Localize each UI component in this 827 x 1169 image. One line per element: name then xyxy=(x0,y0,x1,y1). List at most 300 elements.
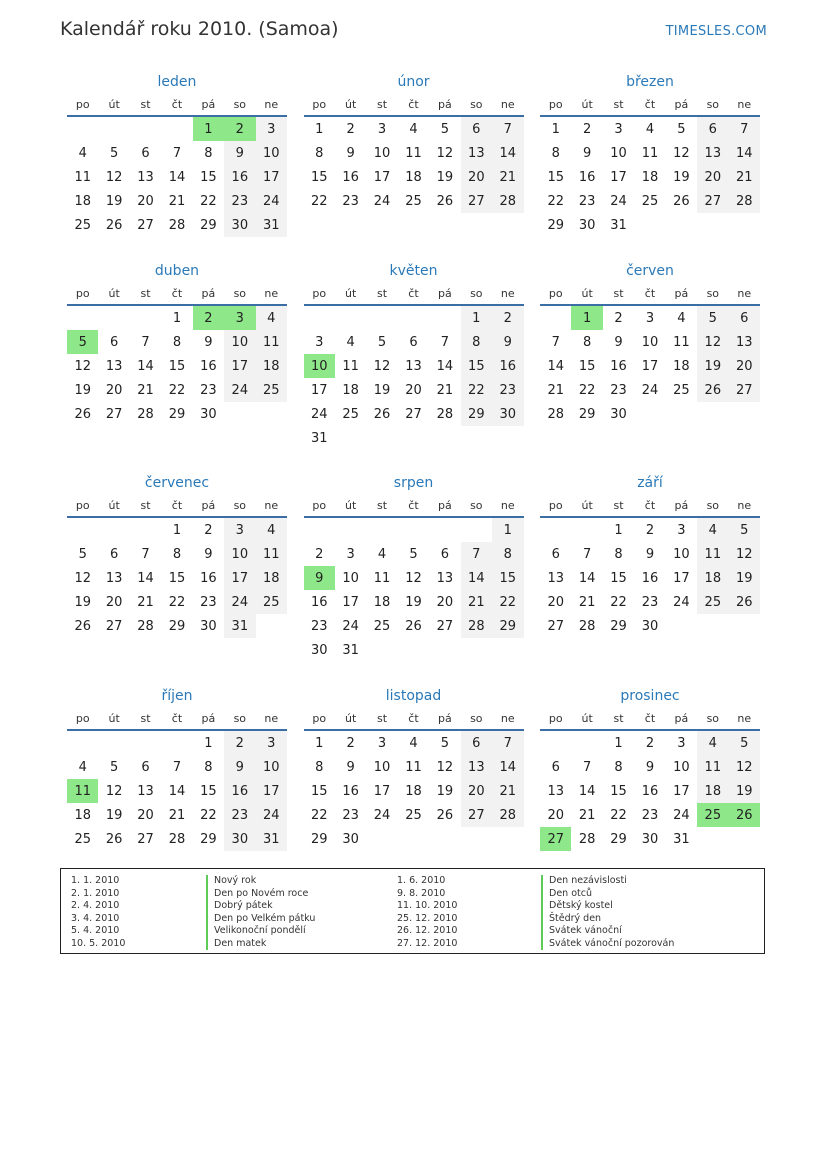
month-block xyxy=(304,261,524,473)
day-cell: 8 xyxy=(315,145,324,161)
legend-dates-left xyxy=(71,875,125,950)
empty-cell xyxy=(130,517,161,542)
weekday-label: čt xyxy=(398,494,429,517)
week-row xyxy=(540,614,760,638)
day-cell: 29 xyxy=(200,831,217,847)
day-cell: 4 xyxy=(78,145,87,161)
weekend-day-cell: 18 xyxy=(697,566,728,590)
day-cell: 7 xyxy=(172,759,182,775)
weekend-day-cell: 10 xyxy=(224,330,255,354)
weekend-day-cell: 5 xyxy=(729,730,760,755)
weekend-day-cell: 16 xyxy=(224,779,255,803)
weekend-day-cell: 21 xyxy=(492,165,523,189)
week-row xyxy=(304,305,524,330)
weekend-day-cell: 7 xyxy=(492,730,523,755)
empty-cell xyxy=(67,116,98,141)
weekday-label: pá xyxy=(429,93,460,116)
weekend-day-cell: 4 xyxy=(256,517,287,542)
empty-cell xyxy=(304,305,335,330)
day-cell: 24 xyxy=(342,618,359,634)
holiday-legend xyxy=(60,868,765,954)
week-row xyxy=(540,542,760,566)
empty-cell xyxy=(366,638,397,662)
weekday-label: čt xyxy=(161,282,192,305)
weekend-day-cell: 4 xyxy=(697,730,728,755)
day-cell: 29 xyxy=(547,217,564,233)
empty-cell xyxy=(666,614,697,638)
weekday-label: pá xyxy=(429,494,460,517)
empty-cell xyxy=(98,517,129,542)
week-row xyxy=(540,330,760,354)
weekend-day-cell: 26 xyxy=(697,378,728,402)
holiday-day-cell: 26 xyxy=(729,803,760,827)
day-cell: 14 xyxy=(436,358,454,374)
weekend-day-cell: 28 xyxy=(461,614,492,638)
weekend-day-cell: 16 xyxy=(224,165,255,189)
weekday-label: so xyxy=(461,93,492,116)
weekday-label: po xyxy=(67,494,98,517)
weekday-label: st xyxy=(130,93,161,116)
day-cell: 18 xyxy=(405,169,422,185)
weekend-day-cell: 30 xyxy=(492,402,523,426)
day-cell: 28 xyxy=(578,831,596,847)
day-cell: 17 xyxy=(610,169,627,185)
empty-cell xyxy=(130,730,161,755)
weekday-label: ne xyxy=(492,494,523,517)
month-block xyxy=(540,261,760,473)
day-cell: 16 xyxy=(200,570,217,586)
day-cell: 4 xyxy=(409,121,418,137)
day-cell: 27 xyxy=(436,618,454,634)
weekday-label: út xyxy=(571,707,602,730)
day-cell: 31 xyxy=(342,642,359,658)
day-cell: 30 xyxy=(342,831,359,847)
day-cell: 12 xyxy=(673,145,690,161)
empty-cell xyxy=(492,426,523,450)
day-cell: 26 xyxy=(436,193,454,209)
weekday-label: ne xyxy=(256,494,287,517)
weekday-label: čt xyxy=(398,707,429,730)
weekend-day-cell: 21 xyxy=(461,590,492,614)
day-cell: 6 xyxy=(109,334,119,350)
day-cell: 16 xyxy=(641,570,659,586)
weekday-label: čt xyxy=(161,707,192,730)
week-row xyxy=(540,213,760,237)
weekday-label: ne xyxy=(256,707,287,730)
weekday-label: ne xyxy=(492,93,523,116)
day-cell: 5 xyxy=(440,735,450,751)
weekday-label: po xyxy=(67,93,98,116)
day-cell: 15 xyxy=(168,570,186,586)
day-cell: 23 xyxy=(200,594,217,610)
holiday-day-cell: 5 xyxy=(67,330,98,354)
day-cell: 27 xyxy=(105,406,123,422)
empty-cell xyxy=(461,426,492,450)
day-cell: 10 xyxy=(373,759,391,775)
day-cell: 13 xyxy=(405,358,422,374)
weekend-day-cell: 17 xyxy=(224,566,255,590)
day-cell: 14 xyxy=(578,570,596,586)
empty-cell xyxy=(429,305,460,330)
day-cell: 8 xyxy=(204,759,213,775)
empty-cell xyxy=(335,426,366,450)
day-cell: 31 xyxy=(310,430,328,446)
day-cell: 3 xyxy=(614,121,623,137)
weekend-day-cell: 10 xyxy=(256,755,287,779)
weekday-label: ne xyxy=(729,494,760,517)
weekend-day-cell: 1 xyxy=(492,517,523,542)
legend-date: 3. 4. 2010 xyxy=(71,912,120,924)
month-table xyxy=(540,494,760,638)
day-cell: 30 xyxy=(578,217,596,233)
legend-holiday-name: Den otců xyxy=(541,888,674,901)
weekend-day-cell: 6 xyxy=(729,305,760,330)
weekday-label: pá xyxy=(193,707,224,730)
weekend-day-cell: 14 xyxy=(729,141,760,165)
weekday-label: pá xyxy=(429,707,460,730)
legend-holiday-name: Svátek vánoční pozorován xyxy=(541,938,674,951)
weekend-day-cell: 21 xyxy=(492,779,523,803)
day-cell: 18 xyxy=(641,169,659,185)
weekend-day-cell: 24 xyxy=(256,189,287,213)
day-cell: 9 xyxy=(614,334,623,350)
legend-dates-right xyxy=(397,875,457,950)
empty-cell xyxy=(697,827,728,851)
empty-cell xyxy=(461,638,492,662)
month-table xyxy=(540,93,760,237)
month-title: červen xyxy=(626,263,674,279)
week-row xyxy=(304,402,524,426)
weekend-day-cell: 27 xyxy=(461,803,492,827)
holiday-day-cell: 11 xyxy=(67,779,98,803)
week-row xyxy=(540,354,760,378)
day-cell: 17 xyxy=(673,783,690,799)
weekend-day-cell: 3 xyxy=(256,116,287,141)
weekend-day-cell: 8 xyxy=(492,542,523,566)
day-cell: 26 xyxy=(74,618,91,634)
weekday-label: st xyxy=(366,707,397,730)
day-cell: 20 xyxy=(547,807,564,823)
weekend-day-cell: 26 xyxy=(729,590,760,614)
weekend-day-cell: 5 xyxy=(729,517,760,542)
week-row xyxy=(540,305,760,330)
weekday-label: po xyxy=(304,494,335,517)
day-cell: 13 xyxy=(105,570,123,586)
weekday-label: so xyxy=(224,707,255,730)
month-block xyxy=(540,473,760,686)
day-cell: 8 xyxy=(172,546,182,562)
weekend-day-cell: 31 xyxy=(224,614,255,638)
weekday-label: pá xyxy=(429,282,460,305)
week-row xyxy=(540,566,760,590)
month-title: prosinec xyxy=(620,688,680,704)
weekend-day-cell: 19 xyxy=(697,354,728,378)
legend-date: 1. 1. 2010 xyxy=(71,875,120,886)
day-cell: 23 xyxy=(610,382,627,398)
day-cell: 22 xyxy=(610,807,627,823)
day-cell: 30 xyxy=(200,406,217,422)
weekend-day-cell: 28 xyxy=(729,189,760,213)
day-cell: 17 xyxy=(641,358,659,374)
empty-cell xyxy=(67,517,98,542)
month-title: březen xyxy=(626,74,674,90)
weekend-day-cell: 13 xyxy=(729,330,760,354)
empty-cell xyxy=(729,614,760,638)
weekday-label: pá xyxy=(666,707,697,730)
weekday-label: čt xyxy=(161,494,192,517)
empty-cell xyxy=(398,827,429,851)
month-table xyxy=(540,282,760,426)
day-cell: 24 xyxy=(673,807,690,823)
day-cell: 24 xyxy=(373,193,391,209)
day-cell: 20 xyxy=(547,594,564,610)
month-table xyxy=(67,494,287,638)
month-title: říjen xyxy=(161,688,193,704)
weekday-label: čt xyxy=(634,93,665,116)
empty-cell xyxy=(571,517,602,542)
day-cell: 18 xyxy=(673,358,690,374)
weekend-day-cell: 14 xyxy=(492,755,523,779)
weekend-day-cell: 22 xyxy=(461,378,492,402)
empty-cell xyxy=(729,213,760,237)
day-cell: 15 xyxy=(168,358,186,374)
week-row xyxy=(304,779,524,803)
week-row xyxy=(304,542,524,566)
day-cell: 9 xyxy=(204,334,213,350)
day-cell: 16 xyxy=(578,169,596,185)
day-cell: 2 xyxy=(346,121,355,137)
empty-cell xyxy=(429,827,460,851)
day-cell: 10 xyxy=(342,570,359,586)
week-row xyxy=(67,189,287,213)
legend-names-left xyxy=(206,875,315,950)
empty-cell xyxy=(398,517,429,542)
day-cell: 16 xyxy=(310,594,328,610)
month-title: září xyxy=(637,475,663,491)
day-cell: 14 xyxy=(137,358,154,374)
weekend-day-cell: 6 xyxy=(461,730,492,755)
week-row xyxy=(67,803,287,827)
day-cell: 26 xyxy=(405,618,422,634)
week-row xyxy=(67,730,287,755)
legend-holiday-name: Dobrý pátek xyxy=(206,900,315,913)
page-title: Kalendář roku 2010. (Samoa) xyxy=(60,18,339,40)
weekday-label: st xyxy=(603,494,634,517)
day-cell: 22 xyxy=(168,594,186,610)
month-table xyxy=(67,93,287,237)
weekend-day-cell: 28 xyxy=(492,189,523,213)
day-cell: 14 xyxy=(547,358,564,374)
month-table xyxy=(304,707,524,851)
day-cell: 1 xyxy=(551,121,560,137)
weekend-day-cell: 12 xyxy=(729,542,760,566)
day-cell: 7 xyxy=(582,546,592,562)
week-row xyxy=(304,116,524,141)
legend-date: 9. 8. 2010 xyxy=(397,887,446,899)
month-title: únor xyxy=(397,74,430,90)
day-cell: 27 xyxy=(105,618,123,634)
weekday-label: po xyxy=(304,707,335,730)
day-cell: 3 xyxy=(315,334,324,350)
day-cell: 28 xyxy=(547,406,564,422)
empty-cell xyxy=(224,402,255,426)
legend-date: 26. 12. 2010 xyxy=(397,925,458,936)
day-cell: 3 xyxy=(645,310,655,326)
day-cell: 21 xyxy=(168,807,186,823)
day-cell: 8 xyxy=(204,145,213,161)
holiday-day-cell: 27 xyxy=(540,827,571,851)
day-cell: 3 xyxy=(377,121,387,137)
month-block xyxy=(540,686,760,864)
week-row xyxy=(304,354,524,378)
day-cell: 21 xyxy=(578,807,596,823)
empty-cell xyxy=(98,116,129,141)
day-cell: 20 xyxy=(137,807,154,823)
day-cell: 22 xyxy=(200,193,217,209)
day-cell: 27 xyxy=(405,406,422,422)
weekday-label: út xyxy=(571,282,602,305)
day-cell: 1 xyxy=(315,121,324,137)
empty-cell xyxy=(98,305,129,330)
day-cell: 25 xyxy=(405,807,422,823)
day-cell: 4 xyxy=(346,334,355,350)
weekday-label: ne xyxy=(256,282,287,305)
day-cell: 18 xyxy=(405,783,422,799)
day-cell: 26 xyxy=(74,406,91,422)
weekend-day-cell: 27 xyxy=(461,189,492,213)
brand-link[interactable]: TIMESLES.COM xyxy=(665,24,767,39)
day-cell: 3 xyxy=(377,735,387,751)
weekday-label: so xyxy=(697,93,728,116)
weekend-day-cell: 27 xyxy=(729,378,760,402)
weekend-day-cell: 11 xyxy=(697,755,728,779)
empty-cell xyxy=(98,730,129,755)
week-row xyxy=(304,517,524,542)
empty-cell xyxy=(398,638,429,662)
day-cell: 29 xyxy=(310,831,328,847)
weekday-label: ne xyxy=(729,93,760,116)
day-cell: 2 xyxy=(346,735,355,751)
month-block xyxy=(304,686,524,864)
day-cell: 8 xyxy=(614,759,623,775)
week-row xyxy=(304,141,524,165)
weekday-label: čt xyxy=(634,282,665,305)
day-cell: 19 xyxy=(673,169,690,185)
weekend-day-cell: 23 xyxy=(492,378,523,402)
empty-cell xyxy=(729,827,760,851)
weekend-day-cell: 23 xyxy=(224,803,255,827)
day-cell: 8 xyxy=(551,145,560,161)
day-cell: 23 xyxy=(578,193,596,209)
day-cell: 12 xyxy=(105,169,123,185)
weekday-label: st xyxy=(130,494,161,517)
day-cell: 23 xyxy=(641,807,659,823)
day-cell: 6 xyxy=(551,546,560,562)
day-cell: 13 xyxy=(436,570,454,586)
day-cell: 14 xyxy=(137,570,154,586)
weekday-label: so xyxy=(697,494,728,517)
empty-cell xyxy=(366,517,397,542)
day-cell: 29 xyxy=(168,618,186,634)
weekend-day-cell: 16 xyxy=(492,354,523,378)
day-cell: 30 xyxy=(610,406,627,422)
weekend-day-cell: 8 xyxy=(461,330,492,354)
day-cell: 4 xyxy=(645,121,655,137)
day-cell: 15 xyxy=(310,783,328,799)
day-cell: 24 xyxy=(310,406,328,422)
week-row xyxy=(540,730,760,755)
month-table xyxy=(304,93,524,213)
day-cell: 14 xyxy=(168,783,186,799)
weekday-label: ne xyxy=(492,282,523,305)
week-row xyxy=(67,378,287,402)
month-block xyxy=(67,72,287,261)
day-cell: 11 xyxy=(405,145,422,161)
day-cell: 9 xyxy=(346,759,355,775)
empty-cell xyxy=(429,426,460,450)
week-row xyxy=(67,165,287,189)
day-cell: 1 xyxy=(315,735,324,751)
day-cell: 6 xyxy=(440,546,450,562)
holiday-day-cell: 2 xyxy=(224,116,255,141)
weekday-label: čt xyxy=(634,494,665,517)
weekend-day-cell: 6 xyxy=(461,116,492,141)
day-cell: 16 xyxy=(342,169,359,185)
weekday-label: so xyxy=(224,494,255,517)
empty-cell xyxy=(540,517,571,542)
weekday-label: čt xyxy=(398,282,429,305)
day-cell: 25 xyxy=(74,831,91,847)
empty-cell xyxy=(366,827,397,851)
day-cell: 24 xyxy=(373,807,391,823)
day-cell: 12 xyxy=(405,570,422,586)
week-row xyxy=(304,638,524,662)
week-row xyxy=(67,566,287,590)
day-cell: 5 xyxy=(677,121,686,137)
week-row xyxy=(540,803,760,827)
day-cell: 5 xyxy=(78,546,87,562)
empty-cell xyxy=(366,305,397,330)
day-cell: 8 xyxy=(172,334,182,350)
day-cell: 23 xyxy=(310,618,328,634)
day-cell: 1 xyxy=(172,310,182,326)
holiday-day-cell: 9 xyxy=(304,566,335,590)
month-block xyxy=(67,473,287,686)
weekend-day-cell: 11 xyxy=(256,330,287,354)
day-cell: 16 xyxy=(342,783,359,799)
day-cell: 22 xyxy=(310,807,328,823)
day-cell: 25 xyxy=(673,382,690,398)
legend-date: 5. 4. 2010 xyxy=(71,925,120,936)
empty-cell xyxy=(130,116,161,141)
day-cell: 9 xyxy=(645,759,655,775)
day-cell: 8 xyxy=(315,759,324,775)
week-row xyxy=(304,730,524,755)
day-cell: 10 xyxy=(673,759,690,775)
weekday-label: út xyxy=(571,93,602,116)
weekend-day-cell: 12 xyxy=(729,755,760,779)
day-cell: 11 xyxy=(342,358,359,374)
week-row xyxy=(540,141,760,165)
week-row xyxy=(67,141,287,165)
day-cell: 19 xyxy=(436,169,454,185)
weekend-day-cell: 14 xyxy=(461,566,492,590)
weekend-day-cell: 20 xyxy=(697,165,728,189)
weekend-day-cell: 18 xyxy=(697,779,728,803)
empty-cell xyxy=(634,402,665,426)
weekend-day-cell: 22 xyxy=(492,590,523,614)
day-cell: 19 xyxy=(373,382,391,398)
